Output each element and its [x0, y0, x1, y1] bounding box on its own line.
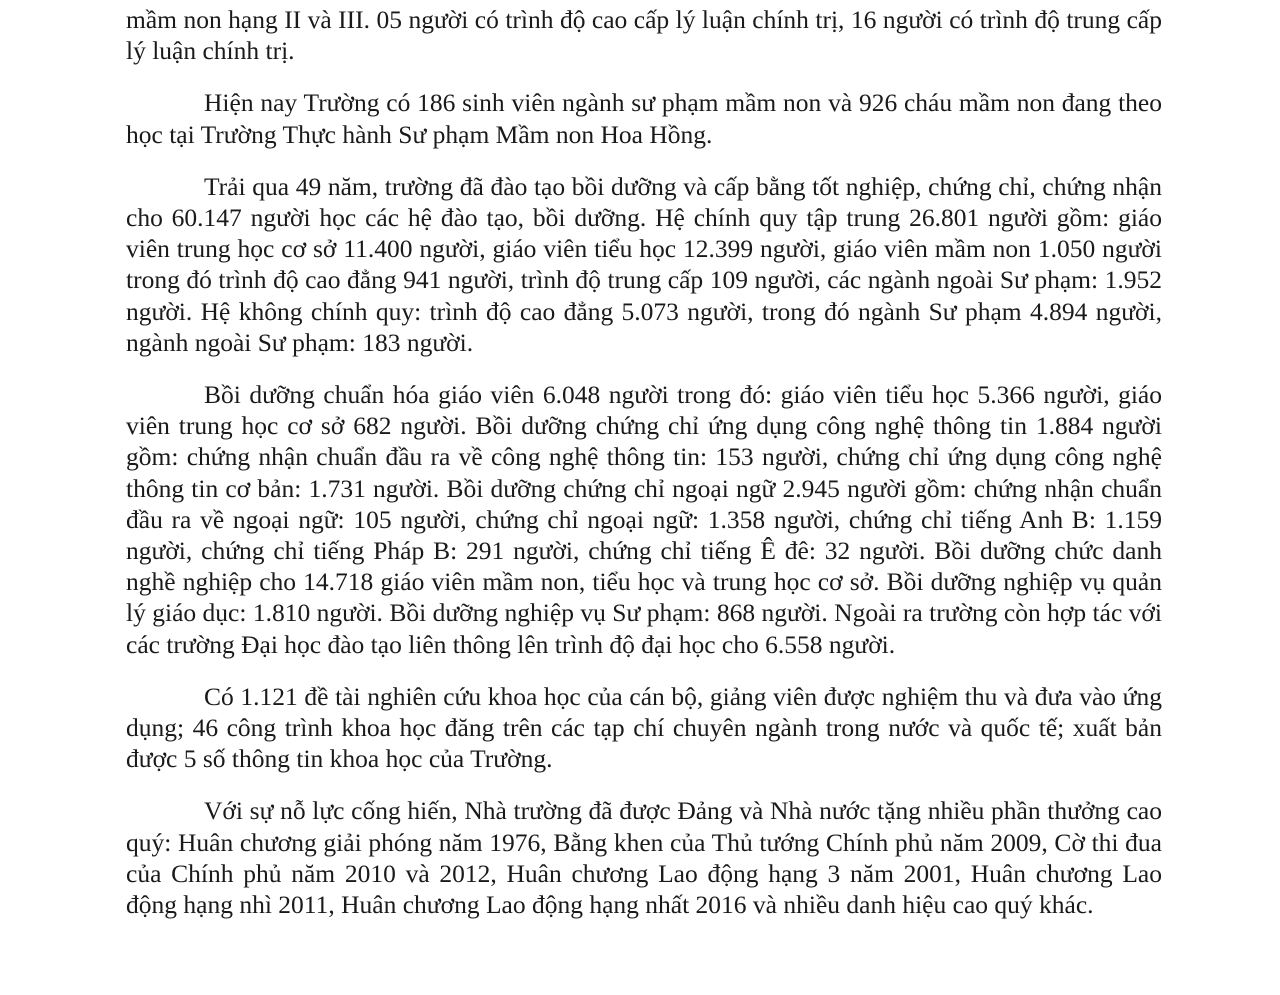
paragraph-research: Có 1.121 đề tài nghiên cứu khoa học của cán bộ, giảng viên được nghiệm thu và đưa vào ứng dụng; 46 công trình khoa học đăng trên các tạp chí chuyên ngành trong nước và quốc tế; xuất bản được 5 số thông tin khoa học của Trường.	[126, 681, 1162, 774]
document-page	[126, 4, 1162, 941]
paragraph-awards: Với sự nỗ lực cống hiến, Nhà trường đã được Đảng và Nhà nước tặng nhiều phần thưởng cao quý: Huân chương giải phóng năm 1976, Bằng khen của Thủ tướng Chính phủ năm 2009, Cờ thi đua của Chính phủ năm 2010 và 2012, Huân chương Lao động hạng 3 năm 2001, Huân chương Lao động hạng nhì 2011, Huân chương Lao động hạng nhất 2016 và nhiều danh hiệu cao quý khác.	[126, 796, 1162, 920]
paragraph-training-history: Trải qua 49 năm, trường đã đào tạo bồi dưỡng và cấp bằng tốt nghiệp, chứng chỉ, chứng nhận cho 60.147 người học các hệ đào tạo, bồi dưỡng. Hệ chính quy tập trung 26.801 người gồm: giáo viên trung học cơ sở 11.400 người, giáo viên tiểu học 12.399 người, giáo viên mầm non 1.050 người trong đó trình độ cao đẳng 941 người, trình độ trung cấp 109 người, các ngành ngoài Sư phạm: 1.952 người. Hệ không chính quy: trình độ cao đẳng 5.073 người, trong đó ngành Sư phạm 4.894 người, ngành ngoài Sư phạm: 183 người.	[126, 171, 1162, 357]
paragraph-current-students: Hiện nay Trường có 186 sinh viên ngành sư phạm mầm non và 926 cháu mầm non đang theo học tại Trường Thực hành Sư phạm Mầm non Hoa Hồng.	[126, 88, 1162, 149]
paragraph-professional-development: Bồi dưỡng chuẩn hóa giáo viên 6.048 người trong đó: giáo viên tiểu học 5.366 người, giáo viên trung học cơ sở 682 người. Bồi dưỡng chứng chỉ ứng dụng công nghệ thông tin 1.884 người gồm: chứng nhận chuẩn đầu ra về công nghệ thông tin: 153 người, chứng chỉ ứng dụng công nghệ thông tin cơ bản: 1.731 người. Bồi dưỡng chứng chỉ ngoại ngữ 2.945 người gồm: chứng nhận chuẩn đầu ra về ngoại ngữ: 105 người, chứng chỉ ngoại ngữ: 1.358 người, chứng chỉ tiếng Anh B: 1.159 người, chứng chỉ tiếng Pháp B: 291 người, chứng chỉ tiếng Ê đê: 32 người. Bồi dưỡng chức danh nghề nghiệp cho 14.718 giáo viên mầm non, tiểu học và trung học cơ sở. Bồi dưỡng nghiệp vụ quản lý giáo dục: 1.810 người. Bồi dưỡng nghiệp vụ Sư phạm: 868 người. Ngoài ra trường còn hợp tác với các trường Đại học đào tạo liên thông lên trình độ đại học cho 6.558 người.	[126, 380, 1162, 659]
paragraph-staff-qualifications: mầm non hạng II và III. 05 người có trình độ cao cấp lý luận chính trị, 16 người có trình độ trung cấp lý luận chính trị.	[126, 5, 1162, 66]
